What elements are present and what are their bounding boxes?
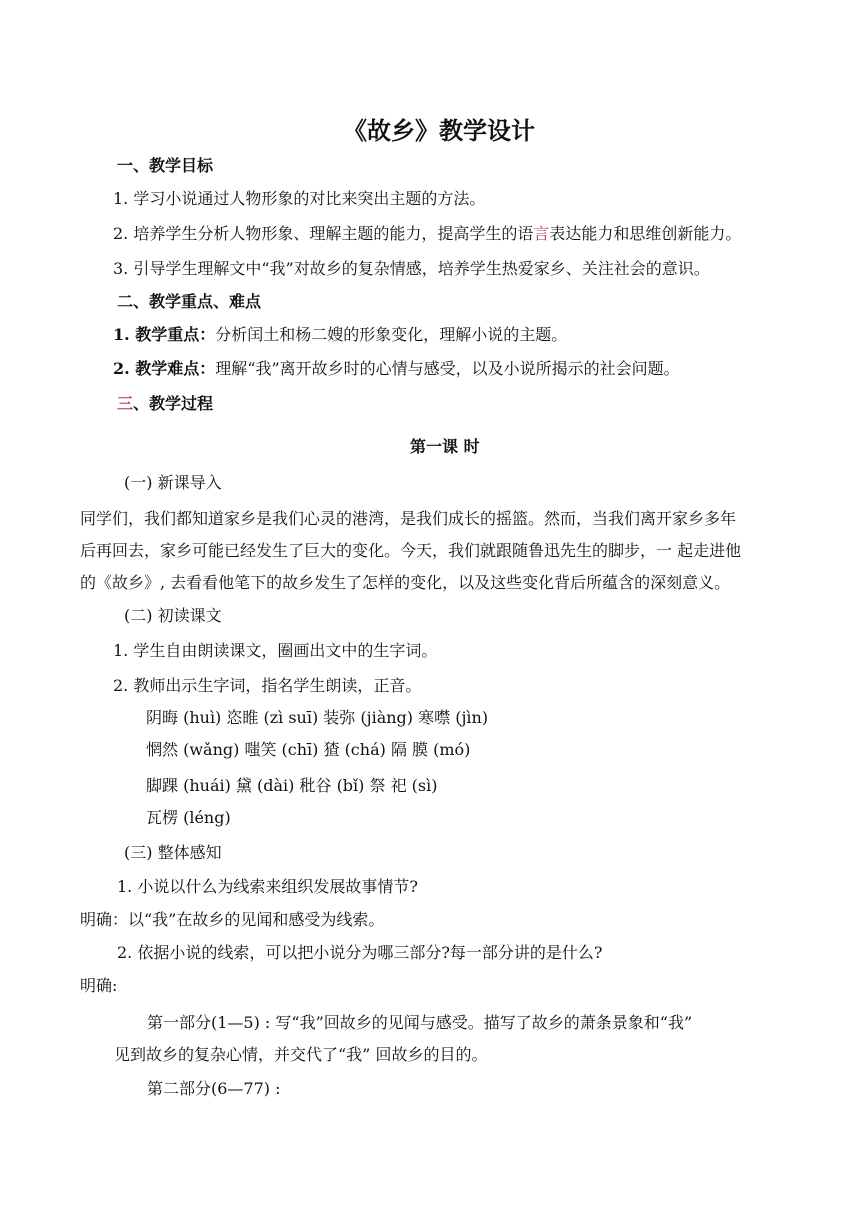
objective-item-2-text: 2. 培养学生分析人物形象、理解主题的能力，提高学生的语	[113, 224, 534, 243]
intro-paragraph-line-1: 同学们，我们都知道家乡是我们心灵的港湾，是我们成长的摇篮。然而，当我们离开家乡多年	[80, 509, 737, 528]
key-point-label: 1. 教学重点：	[113, 325, 216, 344]
vocab-row-2: 惘然 (wǎng) 嗤笑 (chī) 猹 (chá) 隔 膜 (mó)	[146, 740, 471, 759]
difficulty-text: 理解“我”离开故乡时的心情与感受，以及小说所揭示的社会问题。	[215, 359, 680, 378]
question-2: 2. 依据小说的线索，可以把小说分为哪三部分?每一部分讲的是什么?	[117, 943, 603, 962]
section-heading-process-rest: 、教学过程	[133, 394, 214, 413]
page-title: 《故乡》教学设计	[343, 116, 535, 145]
section-heading-process	[117, 394, 213, 414]
part-a-line-2: 见到故乡的复杂心情，并交代了“我” 回故乡的目的。	[114, 1045, 488, 1064]
key-point-text: 分析闰土和杨二嫂的形象变化，理解小说的主题。	[215, 325, 568, 344]
section-heading-objectives: 一、教学目标	[117, 156, 214, 175]
difficulty-label: 2. 教学难点：	[113, 359, 216, 378]
part1-title: (一) 新课导入	[124, 473, 222, 492]
part2-title: (二) 初读课文	[124, 606, 222, 625]
key-point-row	[113, 325, 567, 345]
objective-item-2-accent: 言	[533, 224, 550, 243]
objective-item-1: 1. 学习小说通过人物形象的对比来突出主题的方法。	[113, 189, 486, 208]
objective-item-2	[113, 224, 741, 244]
part-b-line: 第二部分(6—77) :	[147, 1079, 281, 1098]
objective-item-3: 3. 引导学生理解文中“我”对故乡的复杂情感，培养学生热爱家乡、关注社会的意识。	[113, 259, 710, 278]
part3-title: (三) 整体感知	[124, 843, 222, 862]
intro-paragraph-line-2: 后再回去，家乡可能已经发生了巨大的变化。今天，我们就跟随鲁迅先生的脚步，一 起走进他	[80, 541, 742, 560]
reading-item-2: 2. 教师出示生字词，指名学生朗读，正音。	[113, 676, 422, 695]
section-heading-process-prefix: 三	[117, 394, 134, 413]
question-1: 1. 小说以什么为线索来组织发展故事情节?	[117, 877, 418, 896]
intro-paragraph-line-3: 的《故乡》, 去看看他笔下的故乡发生了怎样的变化，以及这些变化背后所蕴含的深刻意义。	[80, 573, 731, 592]
objective-item-2-rest: 表达能力和思维创新能力。	[549, 224, 742, 243]
answer-1: 明确：以“我”在故乡的见闻和感受为线索。	[80, 910, 385, 929]
difficulty-row	[113, 359, 680, 379]
vocab-row-3: 脚踝 (huái) 黛 (dài) 秕谷 (bǐ) 祭 祀 (sì)	[146, 776, 438, 795]
reading-item-1: 1. 学生自由朗读课文，圈画出文中的生字词。	[113, 641, 438, 660]
part-a-line-1: 第一部分(1—5) : 写“我”回故乡的见闻与感受。描写了故乡的萧条景象和“我”	[147, 1013, 693, 1032]
vocab-row-1: 阴晦 (huì) 恣睢 (zì suī) 装弥 (jiàng) 寒噤 (jìn)	[146, 708, 489, 727]
vocab-row-4: 瓦楞 (léng)	[146, 808, 231, 827]
section-heading-key-points: 二、教学重点、难点	[117, 292, 262, 311]
lesson-label: 第一课 时	[410, 437, 480, 456]
answer-2-label: 明确:	[80, 976, 118, 995]
